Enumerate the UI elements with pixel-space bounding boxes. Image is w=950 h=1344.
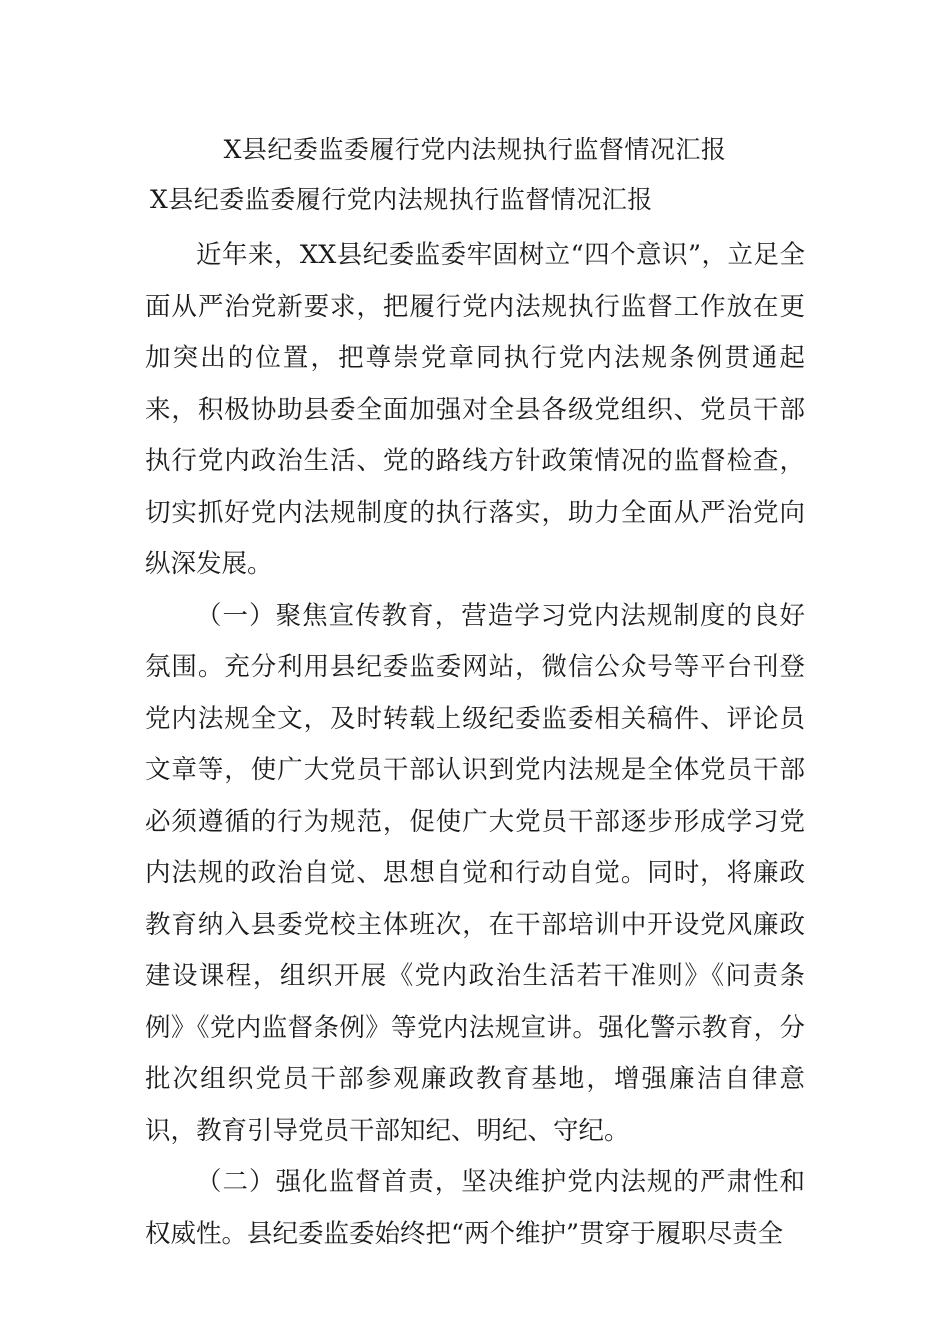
paragraph-section-2: （二）强化监督首责，坚决维护党内法规的严肃性和权威性。县纪委监委始终把“两个维护”贯穿于履职尽责全 [145, 1167, 805, 1249]
document-title: X县纪委监委履行党内法规执行监督情况汇报 [223, 135, 727, 164]
paragraph-intro: 近年来，XX县纪委监委牢固树立“四个意识”，立足全面从严治党新要求，把履行党内法规执行监督工作放在更加突出的位置，把尊崇党章同执行党内法规条例贯通起来，积极协助县委全面加强对全县各级党组织、党员干部执行党内政治生活、党的路线方针政策情况的监督检查，切实抓好党内法规制度的执行落实，助力全面从严治党向纵深发展。 [145, 240, 805, 579]
document-body [145, 230, 805, 1260]
document-subtitle: X县纪委监委履行党内法规执行监督情况汇报 [150, 185, 653, 214]
paragraph-section-1: （一）聚焦宣传教育，营造学习党内法规制度的良好氛围。充分利用县纪委监委网站，微信公众号等平台刊登党内法规全文，及时转载上级纪委监委相关稿件、评论员文章等，使广大党员干部认识到党内法规是全体党员干部必须遵循的行为规范，促使广大党员干部逐步形成学习党内法规的政治自觉、思想自觉和行动自觉。同时，将廉政教育纳入县委党校主体班次，在干部培训中开设党风廉政建设课程，组织开展《党内政治生活若干准则》《问责条例》《党内监督条例》等党内法规宣讲。强化警示教育，分批次组织党员干部参观廉政教育基地，增强廉洁自律意识，教育引导党员干部知纪、明纪、守纪。 [145, 600, 805, 1146]
